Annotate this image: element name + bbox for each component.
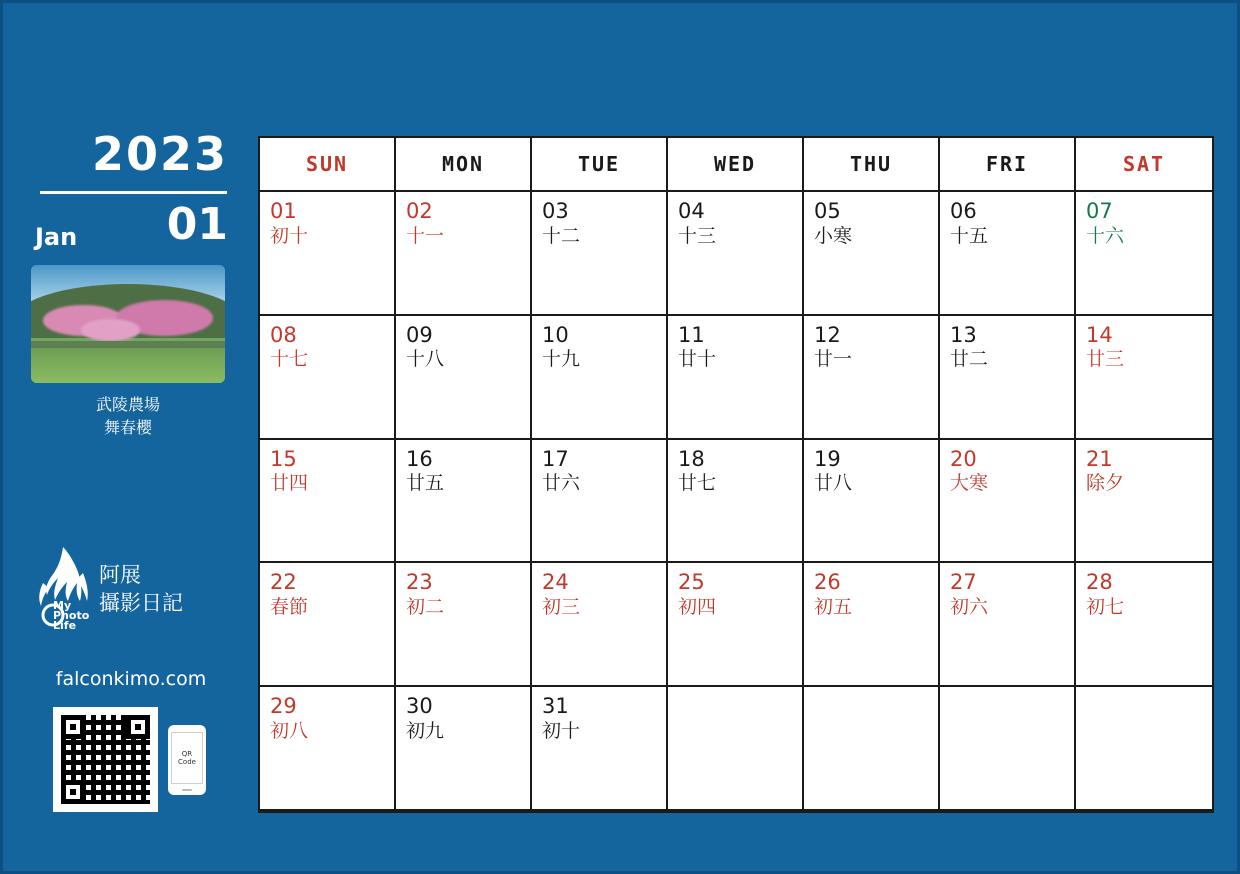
logo-photo-text: Photo	[53, 609, 90, 622]
lunar-label: 初三	[542, 595, 581, 618]
lunar-label: 初二	[406, 595, 445, 618]
day-number: 26	[814, 570, 841, 595]
lunar-label: 初十	[270, 224, 309, 247]
day-cell-26[interactable]	[804, 563, 940, 687]
day-number: 12	[814, 322, 841, 347]
weekday-header-sat: SAT	[1076, 138, 1212, 192]
lunar-label: 初七	[1086, 595, 1125, 618]
lunar-label: 廿十	[678, 348, 717, 371]
lunar-label: 十一	[406, 224, 445, 247]
day-cell-28[interactable]	[1076, 563, 1212, 687]
logo-life-text: Life	[53, 619, 77, 632]
day-cell-25[interactable]	[668, 563, 804, 687]
weekday-header-thu: THU	[804, 138, 940, 192]
qr-finder-icon	[61, 715, 85, 739]
day-number: 04	[678, 199, 705, 223]
day-cell-09[interactable]	[396, 316, 532, 440]
lunar-label: 廿五	[406, 472, 445, 495]
day-cell-empty	[940, 687, 1076, 811]
weekday-header-wed: WED	[668, 138, 804, 192]
day-number: 05	[814, 199, 841, 223]
day-number: 08	[270, 322, 297, 347]
weekday-header-sun: SUN	[260, 138, 396, 192]
day-number: 15	[270, 446, 297, 471]
photo-caption: 武陵農場 舞春櫻	[95, 395, 160, 438]
day-cell-13[interactable]	[940, 316, 1076, 440]
photo-road	[31, 341, 225, 348]
day-number: 20	[950, 446, 977, 471]
day-cell-29[interactable]	[260, 687, 396, 811]
lunar-label: 十三	[678, 224, 717, 247]
day-number: 11	[678, 322, 705, 347]
brand-logo	[31, 543, 231, 643]
lunar-label: 除夕	[1086, 472, 1125, 495]
day-cell-23[interactable]	[396, 563, 532, 687]
day-number: 03	[542, 199, 569, 223]
weekday-header-tue: TUE	[532, 138, 668, 192]
day-cell-01[interactable]	[260, 192, 396, 316]
day-number: 06	[950, 199, 977, 223]
weekday-header-fri: FRI	[940, 138, 1076, 192]
weekday-header-mon: MON	[396, 138, 532, 192]
lunar-label: 廿六	[542, 472, 581, 495]
lunar-label: 小寒	[814, 224, 853, 247]
day-cell-16[interactable]	[396, 440, 532, 564]
day-cell-20[interactable]	[940, 440, 1076, 564]
day-number: 07	[1086, 199, 1113, 223]
cover-photo	[31, 265, 225, 383]
lunar-label: 十六	[1086, 224, 1125, 247]
day-number: 21	[1086, 446, 1113, 471]
day-cell-12[interactable]	[804, 316, 940, 440]
lunar-label: 廿一	[814, 348, 853, 371]
day-cell-03[interactable]	[532, 192, 668, 316]
day-number: 01	[270, 199, 297, 223]
month-number-label: 01	[166, 199, 228, 250]
qr-finder-icon	[126, 715, 150, 739]
day-number: 23	[406, 570, 433, 595]
day-number: 31	[542, 694, 569, 719]
day-cell-10[interactable]	[532, 316, 668, 440]
lunar-label: 初五	[814, 595, 853, 618]
day-cell-19[interactable]	[804, 440, 940, 564]
day-cell-07[interactable]	[1076, 192, 1212, 316]
day-cell-empty	[804, 687, 940, 811]
day-number: 02	[406, 199, 433, 223]
qr-code-label: QR Code	[171, 732, 203, 784]
lunar-label: 廿二	[950, 348, 989, 371]
day-number: 16	[406, 446, 433, 471]
day-cell-08[interactable]	[260, 316, 396, 440]
qr-finder-icon	[61, 780, 85, 804]
day-cell-22[interactable]	[260, 563, 396, 687]
qr-code-block[interactable]	[53, 707, 158, 812]
qr-code-image[interactable]	[61, 715, 150, 804]
lunar-label: 初八	[270, 719, 309, 742]
day-cell-30[interactable]	[396, 687, 532, 811]
day-cell-02[interactable]	[396, 192, 532, 316]
lunar-label: 廿四	[270, 472, 309, 495]
day-cell-31[interactable]	[532, 687, 668, 811]
sidebar	[3, 3, 253, 874]
lunar-label: 廿八	[814, 472, 853, 495]
day-cell-18[interactable]	[668, 440, 804, 564]
lunar-label: 大寒	[950, 472, 989, 495]
logo-chinese-text: 阿展 攝影日記	[99, 563, 183, 616]
day-number: 18	[678, 446, 705, 471]
day-cell-17[interactable]	[532, 440, 668, 564]
lunar-label: 廿三	[1086, 348, 1125, 371]
phone-icon	[168, 725, 206, 795]
day-number: 14	[1086, 322, 1113, 347]
day-number: 30	[406, 694, 433, 719]
day-cell-27[interactable]	[940, 563, 1076, 687]
day-cell-14[interactable]	[1076, 316, 1212, 440]
day-cell-24[interactable]	[532, 563, 668, 687]
year-label: 2023	[91, 127, 228, 181]
phone-home-bar	[182, 789, 192, 791]
lunar-label: 廿七	[678, 472, 717, 495]
day-cell-empty	[1076, 687, 1212, 811]
lunar-label: 初四	[678, 595, 717, 618]
photo-blossom	[81, 319, 139, 340]
calendar-grid	[258, 136, 1214, 813]
day-cell-11[interactable]	[668, 316, 804, 440]
day-cell-05[interactable]	[804, 192, 940, 316]
day-number: 22	[270, 570, 297, 595]
lunar-label: 十七	[270, 348, 309, 371]
day-number: 28	[1086, 570, 1113, 595]
day-cell-21[interactable]	[1076, 440, 1212, 564]
lunar-label: 初六	[950, 595, 989, 618]
photo-field	[31, 348, 225, 383]
day-number: 17	[542, 446, 569, 471]
lunar-label: 春節	[270, 595, 309, 618]
day-number: 29	[270, 694, 297, 719]
lunar-label: 初九	[406, 719, 445, 742]
day-cell-empty	[668, 687, 804, 811]
day-number: 25	[678, 570, 705, 595]
logo-my-text: My	[53, 599, 72, 612]
lunar-label: 十八	[406, 348, 445, 371]
divider-rule	[40, 191, 227, 194]
day-number: 24	[542, 570, 569, 595]
day-cell-04[interactable]	[668, 192, 804, 316]
month-name-label: Jan	[35, 223, 78, 251]
day-number: 27	[950, 570, 977, 595]
day-number: 09	[406, 322, 433, 347]
lunar-label: 十五	[950, 224, 989, 247]
lunar-label: 初十	[542, 719, 581, 742]
lunar-label: 十九	[542, 348, 581, 371]
day-number: 19	[814, 446, 841, 471]
day-number: 13	[950, 322, 977, 347]
day-cell-06[interactable]	[940, 192, 1076, 316]
lunar-label: 十二	[542, 224, 581, 247]
website-url[interactable]: falconkimo.com	[55, 668, 207, 690]
day-number: 10	[542, 322, 569, 347]
day-cell-15[interactable]	[260, 440, 396, 564]
